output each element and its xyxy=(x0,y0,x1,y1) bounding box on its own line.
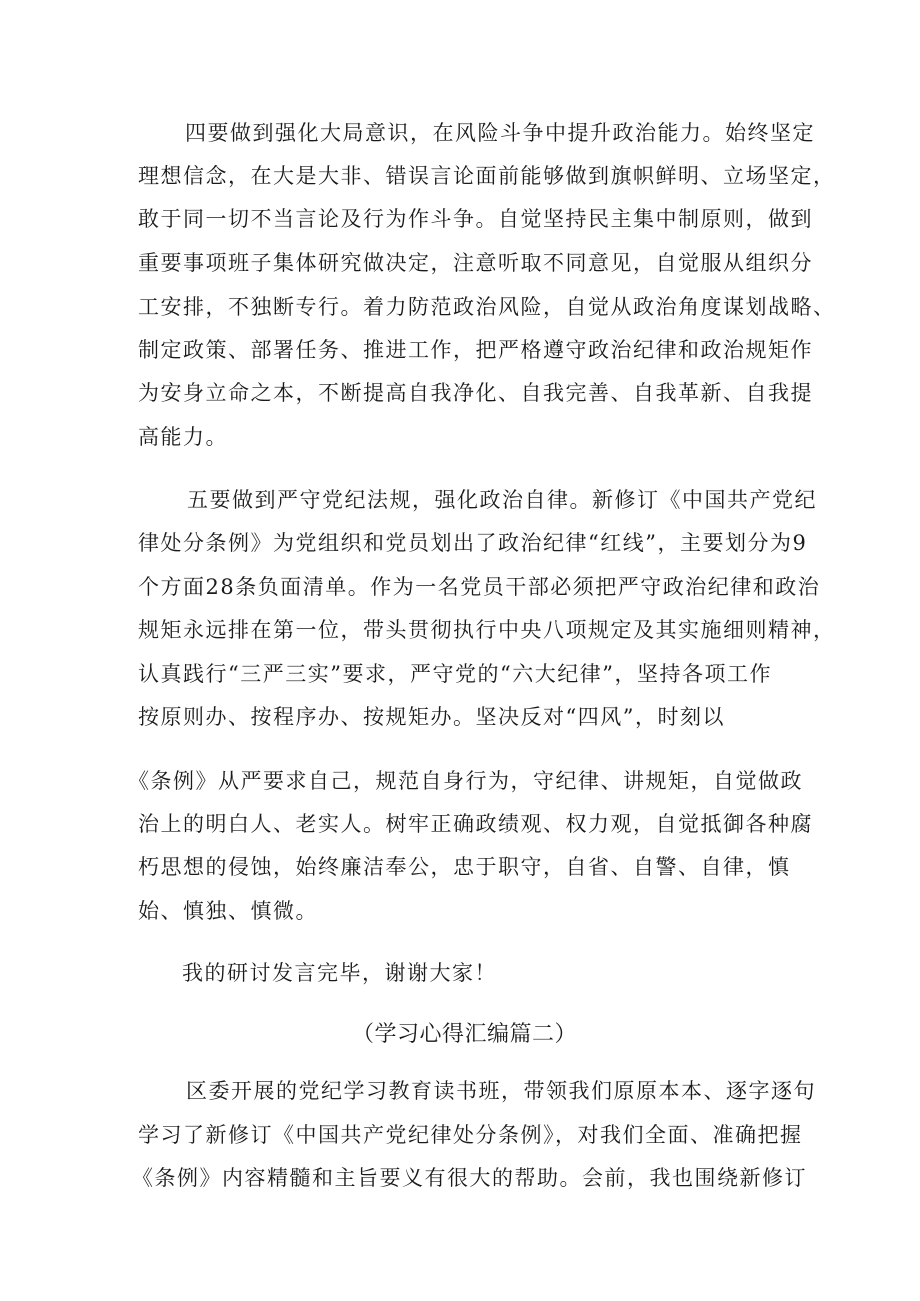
paragraph-5-line-3: 个方面28条负面清单。作为一名党员干部必须把严守政治纪律和政治 xyxy=(138,575,821,599)
paragraph-next-line-3: 《条例》内容精髓和主旨要义有很大的帮助。会前，我也围绕新修订 xyxy=(132,1166,807,1190)
paragraph-5-cont-line-3: 朽思想的侵蚀，始终廉洁奉公，忠于职守，自省、自警、自律，慎 xyxy=(138,855,791,879)
paragraph-5-line-6: 按原则办、按程序办、按规矩办。坚决反对“四风”，时刻以 xyxy=(138,705,725,729)
paragraph-5-line-2: 律处分条例》为党组织和党员划出了政治纪律“红线”，主要划分为9 xyxy=(138,531,808,555)
paragraph-4-line-4: 重要事项班子集体研究做决定，注意听取不同意见，自觉服从组织分 xyxy=(138,251,813,275)
paragraph-5-line-5: 认真践行“三严三实”要求，严守党的“六大纪律”，坚持各项工作 xyxy=(138,662,772,686)
paragraph-5-cont-line-4: 始、慎独、慎微。 xyxy=(138,899,318,923)
paragraph-4-line-3: 敢于同一切不当言论及行为作斗争。自觉坚持民主集中制原则，做到 xyxy=(138,207,813,231)
paragraph-4-line-2: 理想信念，在大是大非、错误言论面前能够做到旗帜鲜明、立场坚定， xyxy=(138,164,836,188)
paragraph-4-line-1: 四要做到强化大局意识，在风险斗争中提升政治能力。始终坚定 xyxy=(185,121,815,145)
paragraph-4-line-5: 工安排，不独断专行。着力防范政治风险，自觉从政治角度谋划战略、 xyxy=(138,295,836,319)
section-heading: （学习心得汇编篇二） xyxy=(352,1022,578,1047)
paragraph-4-line-6: 制定政策、部署任务、推进工作，把严格遵守政治纪律和政治规矩作 xyxy=(138,338,813,362)
closing-line: 我的研讨发言完毕，谢谢大家！ xyxy=(182,961,497,985)
paragraph-next-line-1: 区委开展的党纪学习教育读书班，带领我们原原本本、逐字逐句 xyxy=(186,1079,816,1103)
paragraph-5-cont-line-1: 《条例》从严要求自己，规范自身行为，守纪律、讲规矩，自觉做政 xyxy=(128,769,803,793)
paragraph-4-line-8: 高能力。 xyxy=(138,425,228,449)
paragraph-5-line-4: 规矩永远排在第一位，带头贯彻执行中央八项规定及其实施细则精神， xyxy=(138,618,836,642)
paragraph-next-line-2: 学习了新修订《中国共产党纪律处分条例》，对我们全面、准确把握 xyxy=(138,1123,803,1147)
paragraph-5-line-1: 五要做到严守党纪法规，强化政治自律。新修订《中国共产党纪 xyxy=(187,488,817,512)
paragraph-4-line-7: 为安身立命之本，不断提高自我净化、自我完善、自我革新、自我提 xyxy=(138,381,813,405)
paragraph-5-cont-line-2: 治上的明白人、老实人。树牢正确政绩观、权力观，自觉抵御各种腐 xyxy=(138,812,813,836)
